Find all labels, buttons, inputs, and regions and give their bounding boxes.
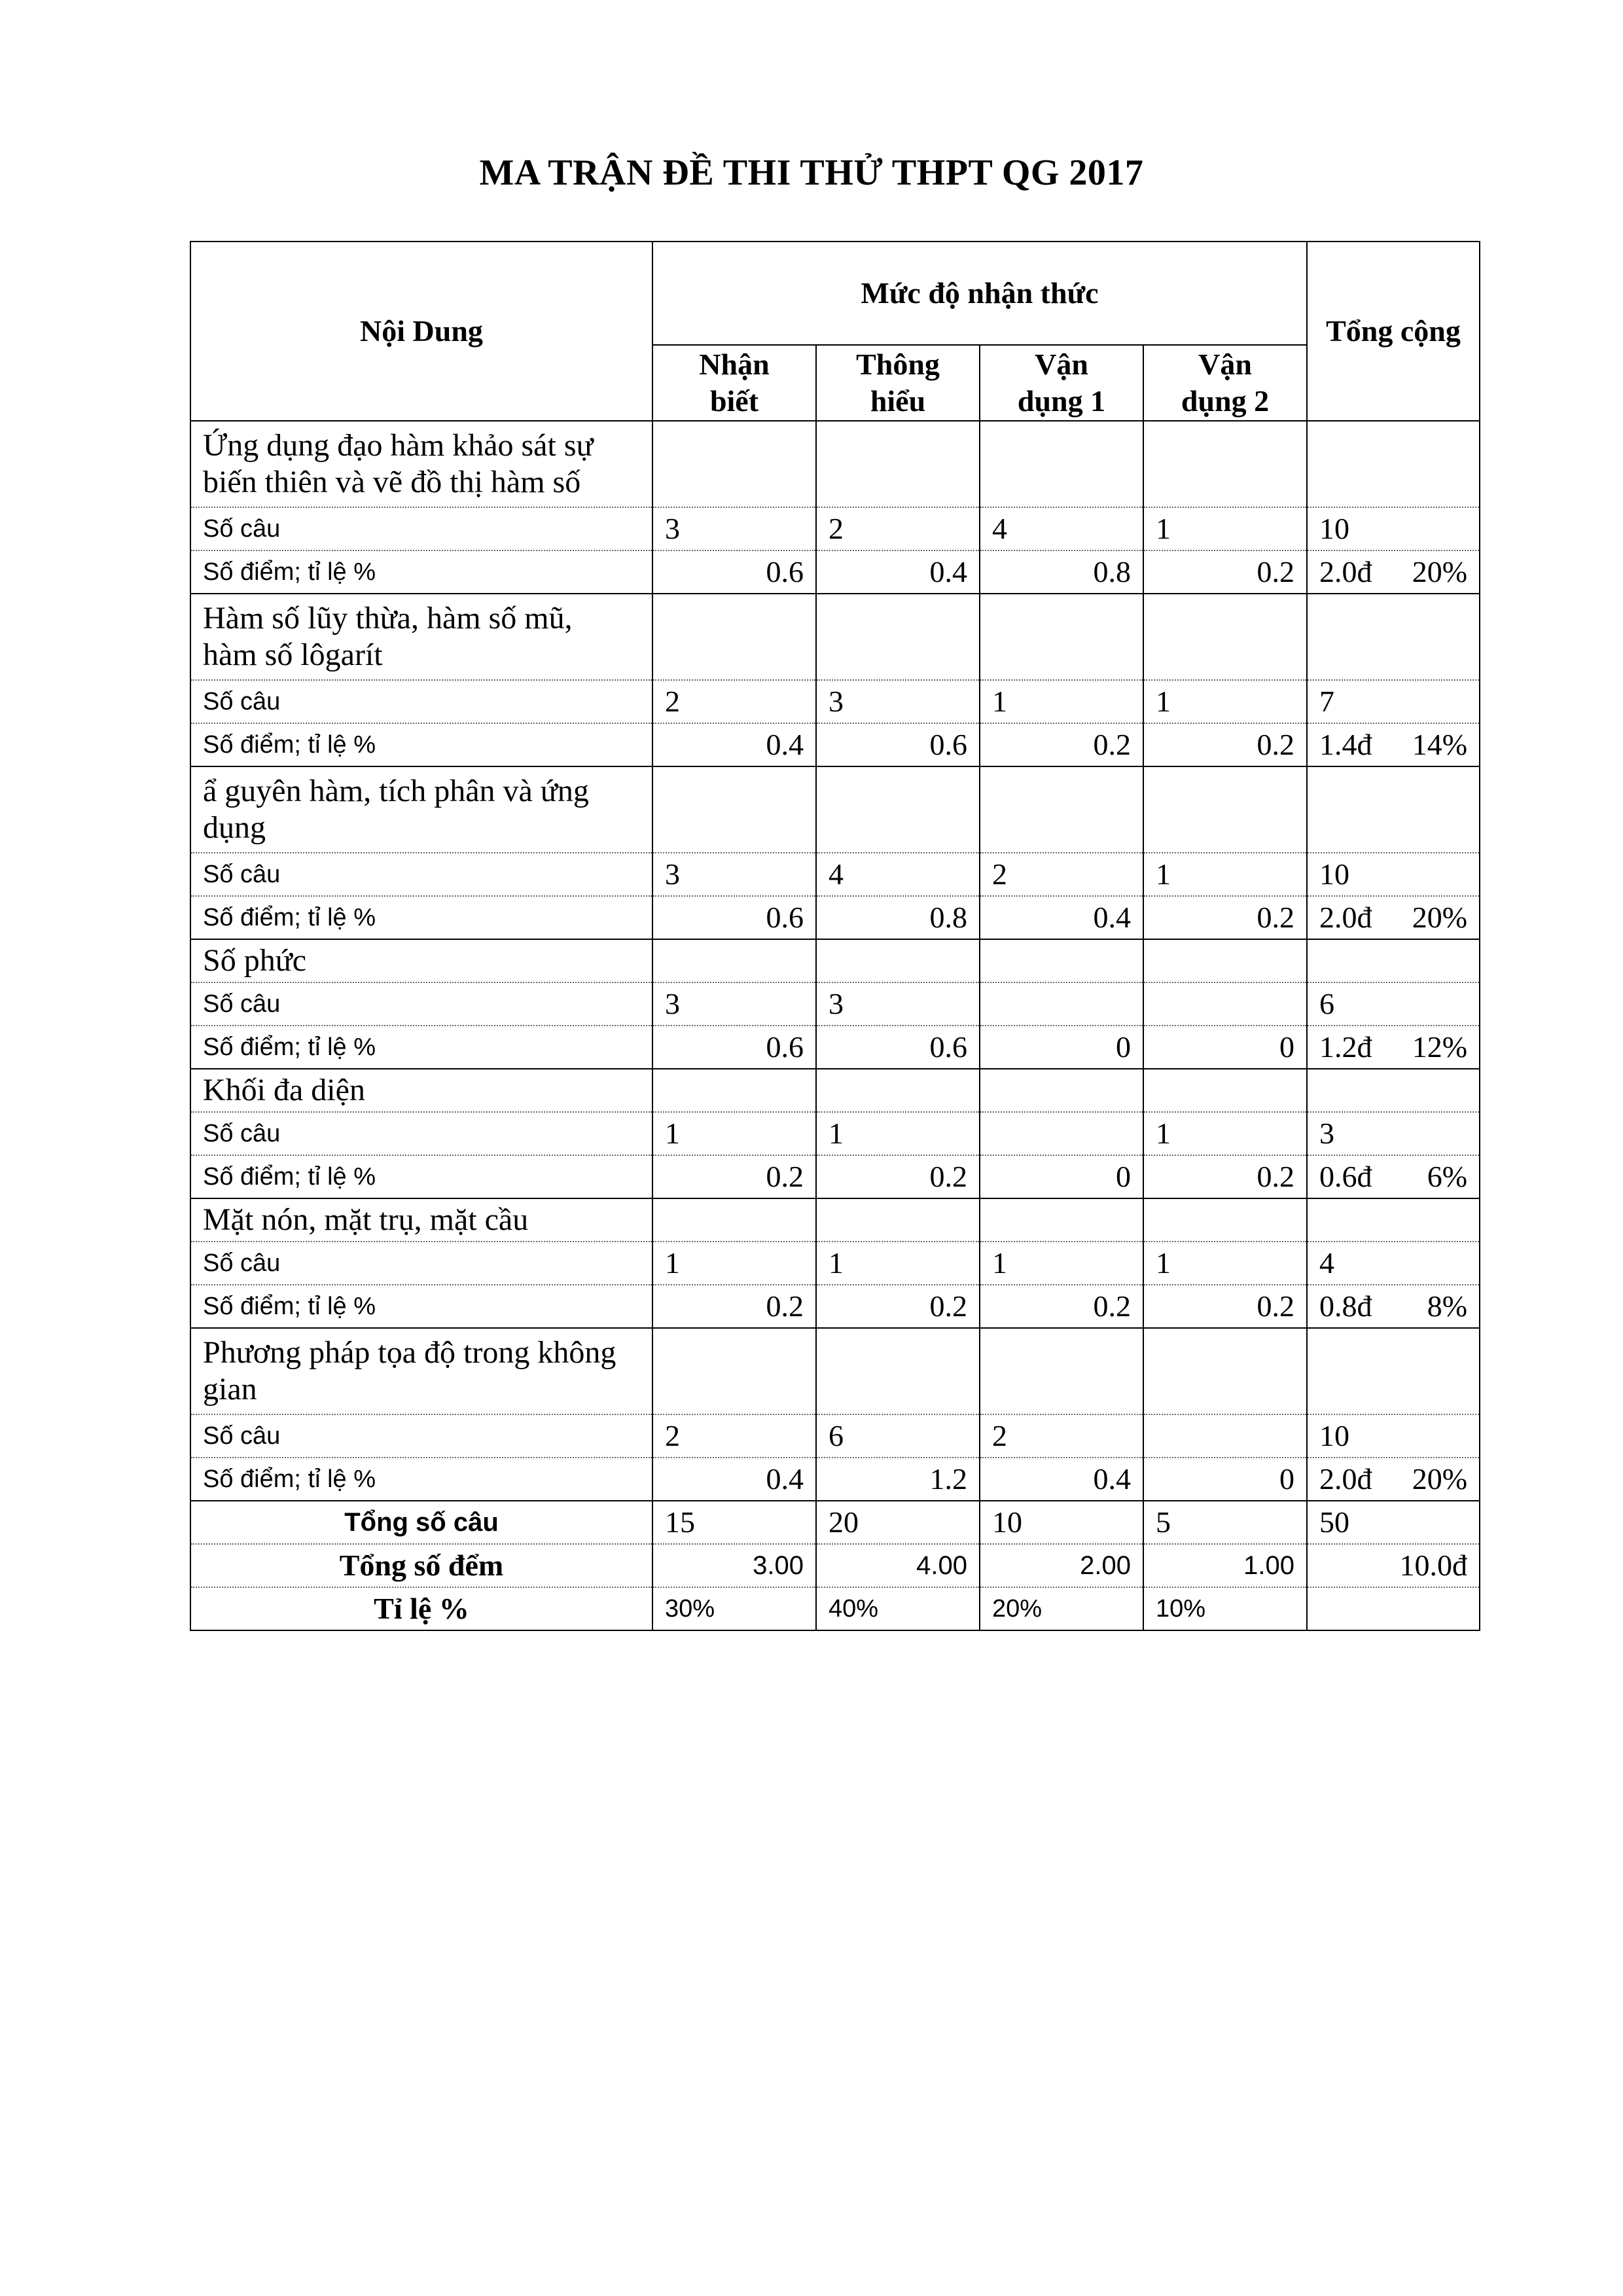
empty-cell	[1307, 1587, 1480, 1630]
question-count-total: 6	[1307, 982, 1480, 1026]
total-points-label: Tổng số đểm	[190, 1544, 652, 1587]
question-count-value: 4	[980, 507, 1143, 550]
question-count-label: Số câu	[190, 680, 652, 723]
topic-row	[190, 1198, 1480, 1242]
points-total	[1307, 550, 1480, 594]
question-count-value: 1	[652, 1242, 816, 1285]
topic-name: Mặt nón, mặt trụ, mặt cầu	[190, 1198, 652, 1242]
question-count-value	[980, 1112, 1143, 1155]
question-count-total: 10	[1307, 1414, 1480, 1458]
points-total-value: 1.2đ	[1319, 1030, 1372, 1064]
points-percent-value: 6%	[1427, 1160, 1468, 1193]
question-count-row	[190, 982, 1480, 1026]
empty-cell	[652, 1069, 816, 1112]
points-percent-value: 8%	[1427, 1289, 1468, 1323]
empty-cell	[1307, 766, 1480, 853]
points-value: 0.2	[1143, 550, 1307, 594]
points-label: Số điểm; tỉ lệ %	[190, 723, 652, 766]
question-count-value: 1	[980, 680, 1143, 723]
question-count-label: Số câu	[190, 507, 652, 550]
question-count-value: 2	[816, 507, 980, 550]
question-count-value: 1	[816, 1242, 980, 1285]
points-total-value: 0.6đ	[1319, 1160, 1372, 1193]
points-label: Số điểm; tỉ lệ %	[190, 550, 652, 594]
points-total-value: 2.0đ	[1319, 1462, 1372, 1496]
points-row	[190, 723, 1480, 766]
points-value: 0.4	[980, 1458, 1143, 1501]
empty-cell	[980, 421, 1143, 507]
total-percent-row	[190, 1587, 1480, 1630]
points-total	[1307, 1458, 1480, 1501]
empty-cell	[1307, 1328, 1480, 1414]
points-percent-value: 20%	[1412, 1462, 1468, 1496]
total-points-value: 1.00	[1143, 1544, 1307, 1587]
points-value: 0.2	[980, 723, 1143, 766]
question-count-label: Số câu	[190, 982, 652, 1026]
question-count-value: 1	[980, 1242, 1143, 1285]
question-count-label: Số câu	[190, 1112, 652, 1155]
empty-cell	[1307, 939, 1480, 982]
question-count-total: 3	[1307, 1112, 1480, 1155]
points-value: 0.2	[1143, 1285, 1307, 1328]
points-value: 0.6	[652, 896, 816, 939]
topic-row	[190, 766, 1480, 853]
question-count-value: 3	[652, 507, 816, 550]
empty-cell	[1143, 1328, 1307, 1414]
total-points-value: 4.00	[816, 1544, 980, 1587]
topic-row	[190, 421, 1480, 507]
points-row	[190, 550, 1480, 594]
points-value: 0.4	[652, 723, 816, 766]
question-count-total: 10	[1307, 507, 1480, 550]
question-count-total: 10	[1307, 853, 1480, 896]
total-percent-label: Tỉ lệ %	[190, 1587, 652, 1630]
header-col-understanding: Thông hiểu	[816, 345, 980, 421]
topic-name: Phương pháp tọa độ trong không gian	[190, 1328, 652, 1414]
points-value: 0.2	[1143, 896, 1307, 939]
points-label: Số điểm; tỉ lệ %	[190, 896, 652, 939]
question-count-value: 1	[1143, 1112, 1307, 1155]
question-count-value: 1	[816, 1112, 980, 1155]
points-total-value: 0.8đ	[1319, 1289, 1372, 1323]
empty-cell	[980, 1328, 1143, 1414]
points-value: 1.2	[816, 1458, 980, 1501]
total-count-grand: 50	[1307, 1501, 1480, 1544]
topic-row	[190, 1069, 1480, 1112]
total-count-value: 10	[980, 1501, 1143, 1544]
question-count-total: 7	[1307, 680, 1480, 723]
total-percent-value: 40%	[816, 1587, 980, 1630]
empty-cell	[816, 1198, 980, 1242]
points-percent-value: 20%	[1412, 555, 1468, 588]
empty-cell	[1307, 1069, 1480, 1112]
points-total	[1307, 723, 1480, 766]
question-count-value	[1143, 982, 1307, 1026]
points-total	[1307, 1285, 1480, 1328]
empty-cell	[652, 421, 816, 507]
total-percent-value: 10%	[1143, 1587, 1307, 1630]
empty-cell	[652, 594, 816, 680]
topic-row	[190, 594, 1480, 680]
empty-cell	[1307, 421, 1480, 507]
question-count-value: 4	[816, 853, 980, 896]
question-count-row	[190, 1242, 1480, 1285]
points-percent-value: 12%	[1412, 1030, 1468, 1064]
question-count-value: 3	[816, 982, 980, 1026]
points-value: 0.8	[816, 896, 980, 939]
points-value: 0.2	[1143, 723, 1307, 766]
total-points-value: 2.00	[980, 1544, 1143, 1587]
empty-cell	[652, 1198, 816, 1242]
points-label: Số điểm; tỉ lệ %	[190, 1155, 652, 1198]
empty-cell	[816, 594, 980, 680]
question-count-row	[190, 1414, 1480, 1458]
points-value: 0.2	[652, 1155, 816, 1198]
points-value: 0.2	[816, 1285, 980, 1328]
points-total-value: 1.4đ	[1319, 728, 1372, 761]
points-row	[190, 896, 1480, 939]
points-value: 0.2	[980, 1285, 1143, 1328]
question-count-value: 1	[1143, 853, 1307, 896]
points-label: Số điểm; tỉ lệ %	[190, 1458, 652, 1501]
question-count-value: 1	[1143, 680, 1307, 723]
header-col-application-2: Vận dụng 2	[1143, 345, 1307, 421]
points-value: 0.4	[652, 1458, 816, 1501]
question-count-row	[190, 853, 1480, 896]
question-count-value: 3	[816, 680, 980, 723]
question-count-row	[190, 1112, 1480, 1155]
points-value: 0.8	[980, 550, 1143, 594]
empty-cell	[980, 594, 1143, 680]
points-value: 0.2	[816, 1155, 980, 1198]
question-count-row	[190, 507, 1480, 550]
empty-cell	[1143, 766, 1307, 853]
points-row	[190, 1155, 1480, 1198]
points-percent-value: 20%	[1412, 901, 1468, 934]
empty-cell	[1307, 594, 1480, 680]
empty-cell	[980, 1069, 1143, 1112]
points-value: 0.4	[816, 550, 980, 594]
empty-cell	[652, 1328, 816, 1414]
total-count-value: 15	[652, 1501, 816, 1544]
total-count-label: Tổng số câu	[190, 1501, 652, 1544]
question-count-value: 3	[652, 853, 816, 896]
question-count-value: 1	[1143, 1242, 1307, 1285]
total-points-row	[190, 1544, 1480, 1587]
points-value: 0	[1143, 1026, 1307, 1069]
question-count-value: 1	[1143, 507, 1307, 550]
points-label: Số điểm; tỉ lệ %	[190, 1026, 652, 1069]
points-value: 0.2	[652, 1285, 816, 1328]
points-value: 0.4	[980, 896, 1143, 939]
header-level: Mức độ nhận thức	[652, 242, 1307, 345]
total-percent-value: 20%	[980, 1587, 1143, 1630]
points-value: 0.6	[652, 550, 816, 594]
header-col-recognition: Nhận biết	[652, 345, 816, 421]
question-count-value	[980, 982, 1143, 1026]
total-points-value: 3.00	[652, 1544, 816, 1587]
empty-cell	[1143, 421, 1307, 507]
question-count-label: Số câu	[190, 853, 652, 896]
empty-cell	[816, 939, 980, 982]
empty-cell	[652, 939, 816, 982]
points-total	[1307, 1155, 1480, 1198]
points-value: 0.6	[816, 1026, 980, 1069]
question-count-value: 1	[652, 1112, 816, 1155]
total-percent-value: 30%	[652, 1587, 816, 1630]
points-row	[190, 1026, 1480, 1069]
question-count-value	[1143, 1414, 1307, 1458]
topic-name: ẩ guyên hàm, tích phân và ứng dụng	[190, 766, 652, 853]
empty-cell	[1143, 594, 1307, 680]
points-value: 0.6	[816, 723, 980, 766]
question-count-label: Số câu	[190, 1242, 652, 1285]
question-count-label: Số câu	[190, 1414, 652, 1458]
total-count-value: 5	[1143, 1501, 1307, 1544]
empty-cell	[1143, 939, 1307, 982]
points-value: 0	[980, 1026, 1143, 1069]
question-count-value: 2	[980, 1414, 1143, 1458]
points-value: 0	[1143, 1458, 1307, 1501]
question-count-value: 2	[652, 1414, 816, 1458]
page-title: MA TRẬN ĐỀ THI THỬ THPT QG 2017	[479, 152, 1144, 193]
points-total-value: 2.0đ	[1319, 555, 1372, 588]
total-points-grand: 10.0đ	[1307, 1544, 1480, 1587]
empty-cell	[816, 421, 980, 507]
total-count-value: 20	[816, 1501, 980, 1544]
empty-cell	[816, 1328, 980, 1414]
points-row	[190, 1285, 1480, 1328]
empty-cell	[652, 766, 816, 853]
empty-cell	[1307, 1198, 1480, 1242]
topic-name: Khối đa diện	[190, 1069, 652, 1112]
question-count-value: 6	[816, 1414, 980, 1458]
points-total	[1307, 896, 1480, 939]
empty-cell	[1143, 1198, 1307, 1242]
topic-name: Hàm số lũy thừa, hàm số mũ, hàm số lôgarít	[190, 594, 652, 680]
points-value: 0.2	[1143, 1155, 1307, 1198]
header-total: Tổng cộng	[1307, 242, 1480, 421]
exam-matrix-table	[190, 241, 1480, 1631]
header-col-application-1: Vận dụng 1	[980, 345, 1143, 421]
topic-name: Ứng dụng đạo hàm khảo sát sự biến thiên và vẽ đồ thị hàm số	[190, 421, 652, 507]
question-count-value: 2	[980, 853, 1143, 896]
empty-cell	[816, 1069, 980, 1112]
empty-cell	[816, 766, 980, 853]
header-content: Nội Dung	[190, 242, 652, 421]
points-value: 0.6	[652, 1026, 816, 1069]
question-count-total: 4	[1307, 1242, 1480, 1285]
points-label: Số điểm; tỉ lệ %	[190, 1285, 652, 1328]
points-percent-value: 14%	[1412, 728, 1468, 761]
empty-cell	[1143, 1069, 1307, 1112]
points-row	[190, 1458, 1480, 1501]
points-value: 0	[980, 1155, 1143, 1198]
points-total	[1307, 1026, 1480, 1069]
topic-row	[190, 939, 1480, 982]
empty-cell	[980, 766, 1143, 853]
empty-cell	[980, 939, 1143, 982]
topic-row	[190, 1328, 1480, 1414]
points-total-value: 2.0đ	[1319, 901, 1372, 934]
empty-cell	[980, 1198, 1143, 1242]
topic-name: Số phức	[190, 939, 652, 982]
question-count-row	[190, 680, 1480, 723]
total-count-row	[190, 1501, 1480, 1544]
question-count-value: 3	[652, 982, 816, 1026]
question-count-value: 2	[652, 680, 816, 723]
